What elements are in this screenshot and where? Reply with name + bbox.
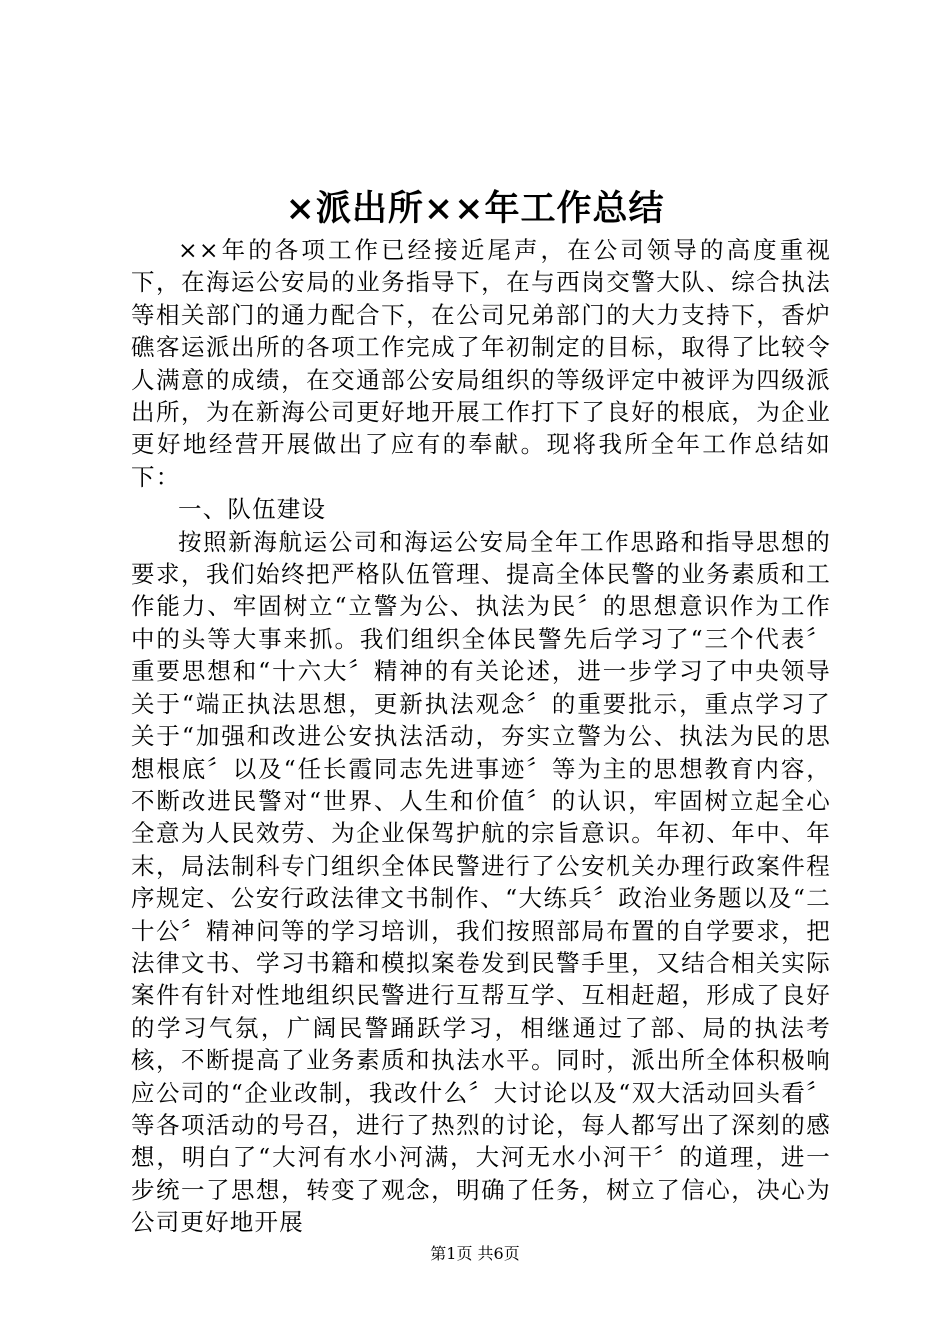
page-footer: 第1页 共6页 (430, 1244, 520, 1263)
document-title: ×派出所××年工作总结 (285, 188, 665, 229)
document-body (131, 234, 831, 1239)
section-heading-team-building: 一、队伍建设 (178, 495, 327, 524)
intro-paragraph: ××年的各项工作已经接近尾声，在公司领导的高度重视下，在海运公安局的业务指导下，在与西岗交警大队、综合执法等相关部门的通力配合下，在公司兄弟部门的大力支持下，香炉礁客运派出所的各项工作完成了年初制定的目标，取得了比较令人满意的成绩，在交通部公安局组织的等级评定中被评为四级派出所，为在新海公司更好地开展工作打下了良好的根底，为企业更好地经营开展做出了应有的奉献。现将我所全年工作总结如下： (131, 236, 831, 491)
team-building-paragraph: 按照新海航运公司和海运公安局全年工作思路和指导思想的要求，我们始终把严格队伍管理、提高全体民警的业务素质和工作能力、牢固树立“立警为公、执法为民〞的思想意识作为工作中的头等大事来抓。我们组织全体民警先后学习了“三个代表〞重要思想和“十六大〞精神的有关论述，进一步学习了中央领导关于“端正执法思想，更新执法观念〞的重要批示，重点学习了关于“加强和改进公安执法活动，夯实立警为公、执法为民的思想根底〞以及“任长霞同志先进事迹〞等为主的思想教育内容，不断改进民警对“世界、人生和价值〞的认识，牢固树立起全心全意为人民效劳、为企业保驾护航的宗旨意识。年初、年中、年末，局法制科专门组织全体民警进行了公安机关办理行政案件程序规定、公安行政法律文书制作、“大练兵〞政治业务题以及“二十公〞精神问等的学习培训，我们按照部局布置的自学要求，把法律文书、学习书籍和模拟案卷发到民警手里，又结合相关实际案件有针对性地组织民警进行互帮互学、互相赶超，形成了良好的学习气氛，广阔民警踊跃学习，相继通过了部、局的执法考核，不断提高了业务素质和执法水平。同时，派出所全体积极响应公司的“企业改制，我改什么〞大讨论以及“双大活动回头看〞等各项活动的号召，进行了热烈的讨论，每人都写出了深刻的感想，明白了“大河有水小河满，大河无水小河干〞的道理，进一步统一了思想，转变了观念，明确了任务，树立了信心，决心为公司更好地开展 (131, 527, 831, 1237)
